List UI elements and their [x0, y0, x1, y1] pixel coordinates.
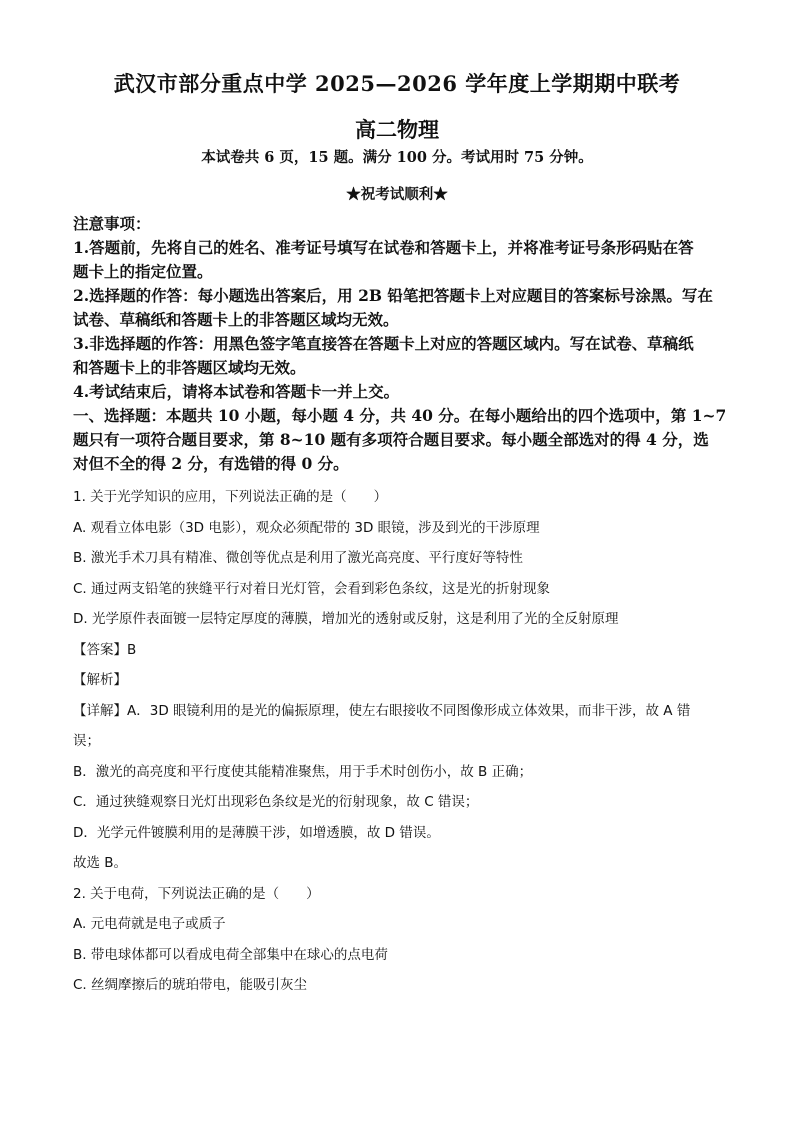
notice-heading: 注意事项： — [73, 214, 151, 233]
option-d: D. 光学原件表面镀一层特定厚度的薄膜，增加光的透射或反射，这是利用了光的全反射原理 — [73, 611, 619, 627]
option-a: A. 元电荷就是电子或质子 — [73, 916, 226, 932]
section-heading-line: 对但不全的得 2 分，有选错的得 0 分。 — [73, 454, 349, 473]
question-stem: 2. 关于电荷，下列说法正确的是（ ） — [73, 885, 320, 902]
notice-line: 2.选择题的作答：每小题选出答案后，用 2B 铅笔把答题卡上对应题目的答案标号涂黑。写在 — [73, 286, 713, 305]
question-1 — [73, 482, 722, 1001]
notice-section — [73, 212, 727, 476]
notice-line: 4.考试结束后，请将本试卷和答题卡一并上交。 — [73, 382, 400, 401]
option-b: B. 激光手术刀具有精准、微创等优点是利用了激光高亮度、平行度好等特性 — [73, 550, 523, 566]
option-b: B. 带电球体都可以看成电荷全部集中在球心的点电荷 — [73, 946, 388, 963]
notice-line: 1.答题前，先将自己的姓名、准考证号填写在试卷和答题卡上，并将准考证号条形码贴在答 — [73, 238, 694, 257]
option-a: A. 观看立体电影（3D 电影），观众必须配带的 3D 眼镜，涉及到光的干涉原理 — [73, 519, 540, 536]
detail-line: 故选 B。 — [73, 855, 128, 871]
detail-line: 误； — [73, 733, 100, 749]
notice-line: 题卡上的指定位置。 — [73, 262, 213, 281]
exam-info: 本试卷共 6 页，15 题。满分 100 分。考试用时 75 分钟。 — [201, 149, 593, 166]
option-c: C. 丝绸摩擦后的琥珀带电，能吸引灰尘 — [73, 977, 308, 993]
section-heading-line: 一、选择题：本题共 10 小题，每小题 4 分，共 40 分。在每小题给出的四个选项中，第 1~7 — [73, 406, 727, 425]
question-stem: 1. 关于光学知识的应用，下列说法正确的是（ ） — [73, 489, 388, 505]
detail-line: B．激光的高亮度和平行度使其能精准聚焦，用于手术时创伤小，故 B 正确； — [73, 763, 533, 780]
notice-line: 试卷、草稿纸和答题卡上的非答题区域均无效。 — [73, 310, 399, 329]
exam-title: 武汉市部分重点中学 2025—2026 学年度上学期期中联考 — [113, 71, 681, 96]
notice-line: 和答题卡上的非答题区域均无效。 — [73, 358, 306, 377]
option-c: C. 通过两支铅笔的狭缝平行对着日光灯管，会看到彩色条纹，这是光的折射现象 — [73, 580, 551, 597]
detail-line: C．通过狭缝观察日光灯出现彩色条纹是光的衍射现象，故 C 错误； — [73, 794, 479, 810]
notice-line: 3.非选择题的作答：用黑色签字笔直接答在答题卡上对应的答题区域内。写在试卷、草稿纸 — [73, 334, 694, 353]
analysis-label: 【解析】 — [73, 672, 127, 688]
section-heading-line: 题只有一项符合题目要求，第 8~10 题有多项符合题目要求。每小题全部选对的得 4 分，选 — [73, 430, 709, 449]
detail-line: D．光学元件镀膜利用的是薄膜干涉，如增透膜，故 D 错误。 — [73, 824, 440, 841]
detail-line: 【详解】A．3D 眼镜利用的是光的偏振原理，使左右眼接收不同图像形成立体效果，而非干涉，故 A 错 — [73, 702, 691, 719]
answer-label: 【答案】B — [73, 641, 137, 658]
subject-title: 高二物理 — [355, 117, 439, 142]
good-luck-line: ★祝考试顺利★ — [346, 186, 448, 203]
